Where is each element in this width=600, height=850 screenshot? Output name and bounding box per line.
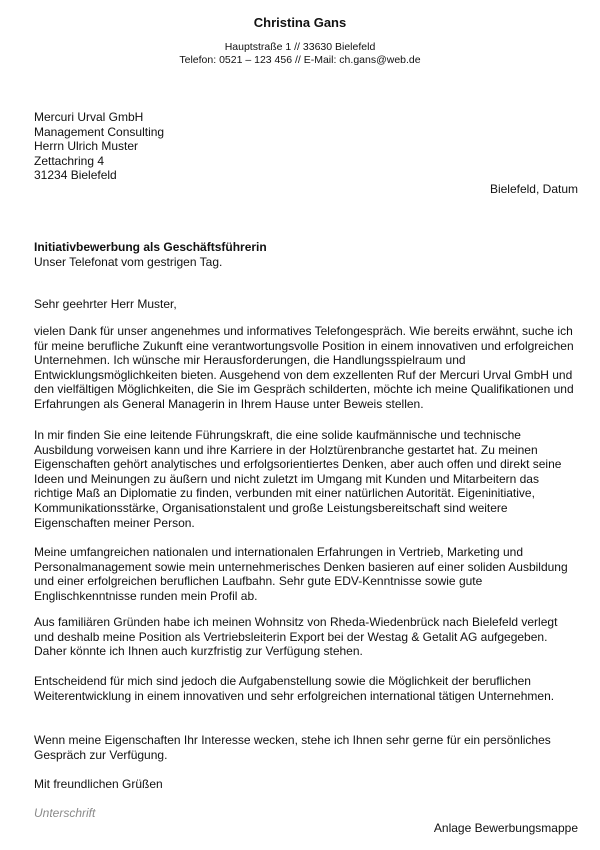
- place-date: Bielefeld, Datum: [489, 182, 578, 196]
- subject-block: [34, 240, 267, 269]
- recipient-address-block: [34, 110, 164, 183]
- sender-name: Christina Gans: [253, 15, 347, 30]
- closing-phrase: Mit freundlichen Grüßen: [34, 777, 163, 791]
- paragraph-text: Meine umfangreichen nationalen und internationalen Erfahrungen in Vertrieb, Marketing und Personalmanagement sowie mein unternehmerisches Denken basieren auf einer soliden Ausbildung und einer erfolgreichen beruflichen Laufbahn. Sehr gute EDV-Kenntnisse sowie gute Englischkenntnisse runden mein Profil ab.: [34, 545, 568, 603]
- body-paragraph-1: [34, 324, 580, 412]
- enclosure-note: Anlage Bewerbungsmappe: [433, 821, 578, 835]
- paragraph-text: In mir finden Sie eine leitende Führungskraft, die eine solide kaufmännische und technische Ausbildung vorweisen kann und ihre Karriere in der Holztürenbranche gestartet hat. Zu meinen Eigenschaften gehört analytisches und erfolgsorientiertes Denken, aber auch offen und direkt seine Ideen und Meinungen zu äußern und nicht zuletzt im Umgang mit Kunden und Mitarbeitern das richtige Maß an Diplomatie zu finden, verbunden mit einer natürlichen Autorität. Eigeninitiative, Kommunikationsstärke, Organisationstalent und große Leistungsbereitschaft sind weitere Eigenschaften meiner Person.: [34, 428, 562, 530]
- recipient-city: 31234 Bielefeld: [34, 168, 117, 182]
- body-paragraph-6: [34, 733, 580, 762]
- paragraph-text: vielen Dank für unser angenehmes und informatives Telefongespräch. Wie bereits erwähnt, suche ich für meine berufliche Zukunft eine verantwortungsvolle Position in einem innovativen und erfolgreichen Unternehmen. Ich wünsche mir Herausforderungen, die Handlungsspielraum und Entwicklungsmöglichkeiten bieten. Ausgehend von dem exzellenten Ruf der Mercuri Urval GmbH und den vielfältigen Möglichkeiten, die Sie im Gespräch schilderten, möchte ich meine Qualifikationen und Erfahrungen als General Managerin in Ihrem Hause unter Beweis stellen.: [34, 324, 574, 411]
- subject-title: Initiativbewerbung als Geschäftsführerin: [34, 240, 267, 254]
- salutation: Sehr geehrter Herr Muster,: [34, 297, 177, 311]
- sender-contact: Telefon: 0521 – 123 456 // E-Mail: ch.gans@web.de: [179, 54, 421, 66]
- sender-address: Hauptstraße 1 // 33630 Bielefeld: [224, 41, 376, 53]
- body-paragraph-5: [34, 674, 580, 703]
- recipient-street: Zettachring 4: [34, 153, 105, 168]
- body-paragraph-3: [34, 545, 580, 603]
- body-paragraph-2: [34, 428, 580, 530]
- signature-placeholder: Unterschrift: [34, 806, 96, 820]
- paragraph-text: Entscheidend für mich sind jedoch die Aufgabenstellung sowie die Möglichkeit der beruflichen Weiterentwicklung in einem innovativen und sehr erfolgreichen international tätigen Unternehmen.: [34, 674, 555, 703]
- recipient-department: Management Consulting: [34, 124, 165, 139]
- paragraph-text: Aus familiären Gründen habe ich meinen Wohnsitz von Rheda-Wiedenbrück nach Bielefeld verlegt und deshalb meine Position als Vertriebsleiterin Export bei der Westag & Getalit AG aufgegeben. Daher könnte ich Ihnen auch kurzfristig zur Verfügung stehen.: [34, 615, 558, 659]
- subject-reference: Unser Telefonat vom gestrigen Tag.: [34, 254, 223, 269]
- recipient-person: Herrn Ulrich Muster: [34, 139, 139, 153]
- recipient-company: Mercuri Urval GmbH: [34, 110, 144, 124]
- paragraph-text: Wenn meine Eigenschaften Ihr Interesse wecken, stehe ich Ihnen sehr gerne für ein persönliches Gespräch zur Verfügung.: [34, 733, 551, 762]
- body-paragraph-4: [34, 615, 580, 659]
